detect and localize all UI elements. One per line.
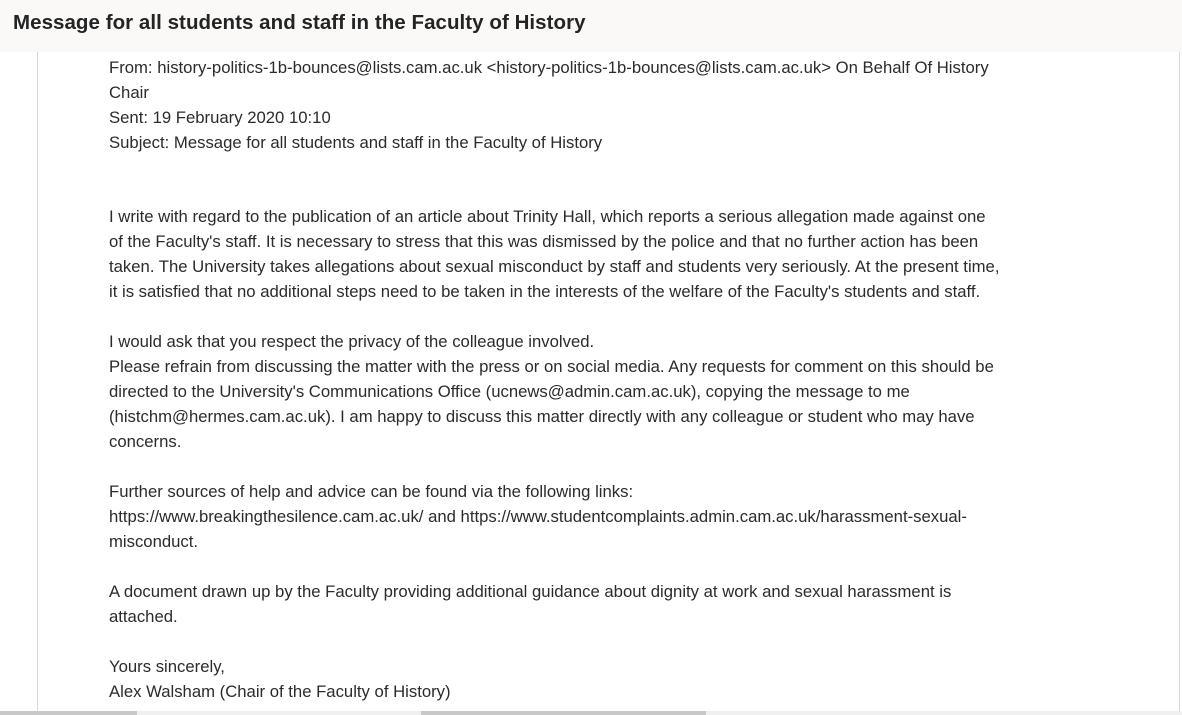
horizontal-scrollbar-thumb[interactable] xyxy=(421,711,706,715)
body-paragraph-1-line: taken. The University takes allegations about sexual misconduct by staff and students very seriously. At the present time, xyxy=(109,257,1000,276)
forwarded-from-line-cont: Chair xyxy=(109,83,149,102)
forwarded-subject-line: Subject: Message for all students and staff in the Faculty of History xyxy=(109,133,603,152)
body-paragraph-4-line: A document drawn up by the Faculty providing additional guidance about dignity at work and sexual harassment is xyxy=(109,582,952,601)
body-paragraph-3-line: Further sources of help and advice can be found via the following links: xyxy=(109,482,634,501)
horizontal-scrollbar-thumb[interactable] xyxy=(0,711,137,715)
message-body xyxy=(109,55,1109,704)
body-paragraph-4-line: attached. xyxy=(109,607,178,626)
body-paragraph-1-line: of the Faculty's staff. It is necessary to stress that this was dismissed by the police and that no further action has been xyxy=(109,232,979,251)
body-paragraph-1-line: I write with regard to the publication of an article about Trinity Hall, which reports a serious allegation made against one xyxy=(109,207,986,226)
body-paragraph-1-line: it is satisfied that no additional steps need to be taken in the interests of the welfare of the Faculty's students and staff. xyxy=(109,282,981,301)
message-header xyxy=(0,0,1182,52)
body-paragraph-2-line: I would ask that you respect the privacy of the colleague involved. xyxy=(109,332,595,351)
help-links-line[interactable]: https://www.breakingthesilence.cam.ac.uk/ and https://www.studentcomplaints.admin.cam.ac.uk/harassment-sexual- xyxy=(109,507,967,526)
forwarded-sent-line: Sent: 19 February 2020 10:10 xyxy=(109,108,331,127)
body-paragraph-2-line: Please refrain from discussing the matter with the press or on social media. Any requests for comment on this should be xyxy=(109,357,994,376)
help-links-line-cont[interactable]: misconduct. xyxy=(109,532,199,551)
body-paragraph-2-line: directed to the University's Communications Office (ucnews@admin.cam.ac.uk), copying the message to me xyxy=(109,382,910,401)
body-paragraph-2-line: concerns. xyxy=(109,432,182,451)
closing-line: Yours sincerely, xyxy=(109,657,225,676)
body-paragraph-2-line: (histchm@hermes.cam.ac.uk). I am happy to discuss this matter directly with any colleague or student who may have xyxy=(109,407,975,426)
message-subject-title: Message for all students and staff in the Faculty of History xyxy=(13,11,586,34)
forwarded-from-line: From: history-politics-1b-bounces@lists.cam.ac.uk <history-politics-1b-bounces@lists.cam.ac.uk> On Behalf Of History xyxy=(109,58,989,77)
signature-line: Alex Walsham (Chair of the Faculty of History) xyxy=(109,682,451,701)
reading-pane xyxy=(37,52,1180,715)
